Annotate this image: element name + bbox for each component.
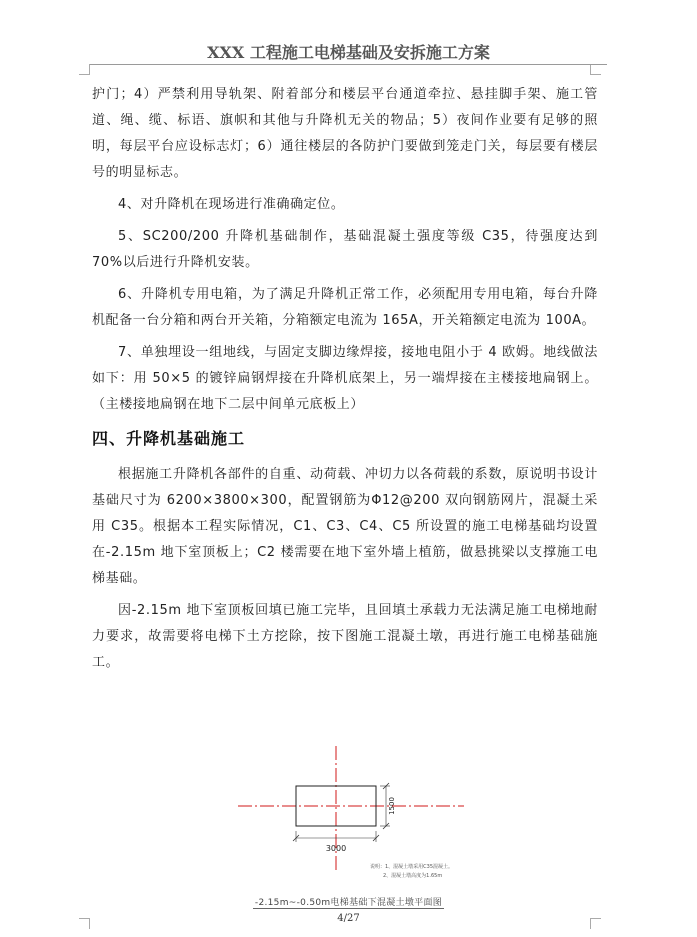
drawing-svg [230,746,480,886]
document-body [92,82,598,682]
document-header-title: XXX 工程施工电梯基础及安拆施工方案 [207,43,490,62]
figure-caption-text: -2.15m~-0.50m电梯基础下混凝土墩平面图 [254,898,443,908]
section-heading: 四、升降机基础施工 [92,429,246,448]
drawing-note-2: 2、混凝土墩高度为1.65m [383,873,443,879]
drawing-note-1: 说明：1、混凝土墩采用C35混凝土。 [370,864,454,870]
paragraph-item-7: 7、单独埋设一组地线，与固定支脚边缘焊接，接地电阻小于 4 欧姆。地线做法如下：用 50×5 的镀锌扁钢焊接在升降机底架上，另一端焊接在主楼接地扁钢上。（主楼接地扁钢在地下二层中间单元底板上） [92,345,598,412]
dim-label-width: 3000 [325,844,347,853]
header-divider [90,64,607,65]
corner-mark-top-right [590,64,601,75]
dim-label-height: 1500 [388,797,396,815]
paragraph-foundation-design: 根据施工升降机各部件的自重、动荷载、冲切力以各荷载的系数，原说明书设计基础尺寸为 6200×3800×300，配置钢筋为Φ12@200 双向钢筋网片，混凝土采用 C35。根据本工程实际情况，C1、C3、C4、C5 所设置的施工电梯基础均设置在-2.15m 地下室顶板上；C2 楼需要在地下室外墙上植筋，做悬挑梁以支撑施工电梯基础。 [92,467,598,586]
paragraph-item-5: 5、SC200/200 升降机基础制作，基础混凝土强度等级 C35，待强度达到 70%以后进行升降机安装。 [92,229,598,270]
paragraph-backfill: 因-2.15m 地下室顶板回填已施工完毕，且回填土承载力无法满足施工电梯地耐力要求，故需要将电梯下土方挖除，按下图施工混凝土墩，再进行施工电梯基础施工。 [92,603,598,670]
paragraph-item-6: 6、升降机专用电箱，为了满足升降机正常工作，必须配用专用电箱，每台升降机配备一台分箱和两台开关箱，分箱额定电流为 165A，开关箱额定电流为 100A。 [92,287,598,328]
paragraph-safety-measures: 护门；4）严禁利用导轨架、附着部分和楼层平台通道牵拉、悬挂脚手架、施工管道、绳、缆、标语、旗帜和其他与升降机无关的物品；5）夜间作业要有足够的照明，每层平台应设标志灯；6）通往楼层的各防护门要做到笼走门关，每层要有楼层号的明显标志。 [92,87,598,180]
paragraph-item-4: 4、对升降机在现场进行准确确定位。 [118,197,345,212]
figure-caption [0,895,697,908]
corner-mark-top-left [79,64,90,75]
foundation-plan-drawing [230,746,480,886]
page-number: 4/27 [337,913,360,924]
